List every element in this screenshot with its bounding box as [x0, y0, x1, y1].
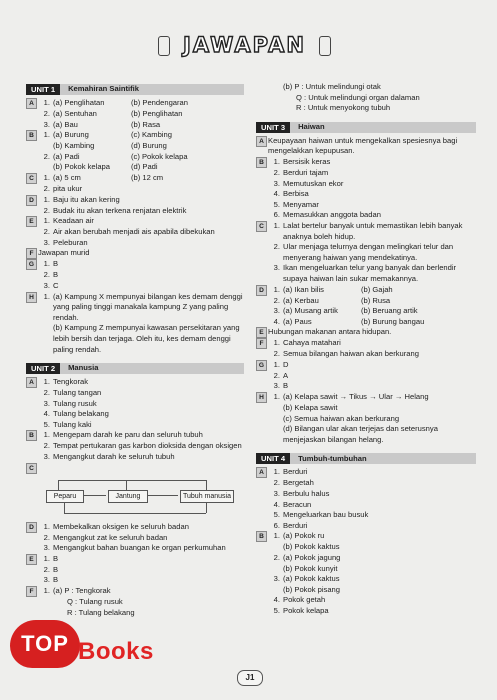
answer-row: C 1. Lalat bertelur banyak untuk memastikan lebih banyak anaknya boleh hidup.: [256, 221, 476, 242]
answer-text: Jawapan murid: [38, 248, 90, 258]
answer-text: (c) Pokok kelapa: [131, 151, 188, 161]
answer-text: (b) Pendengaran: [131, 98, 188, 107]
answer-text: Tulang kaki: [53, 419, 92, 429]
answer-row: 5. Mengeluarkan bau busuk: [256, 510, 476, 521]
section-label-c: C: [256, 221, 267, 232]
answer-text: (b) Beruang artik: [361, 306, 418, 316]
answer-row: [256, 564, 476, 575]
answer-text: B: [53, 259, 59, 269]
answer-row: H 1. (a) Kampung X mempunyai bilangan kes demam denggi yang paling tinggi manakala kampung Z yang paling rendah.: [26, 292, 244, 324]
answer-text: C: [53, 280, 59, 290]
answer-row: 2. Ular menjaga telurnya dengan melingkari telur dan menyerang haiwan yang mendekatinya.: [256, 242, 476, 263]
answer-row: 2. (a) Pokok jagung: [256, 553, 476, 564]
answer-text: Membekalkan oksigen ke seluruh badan: [53, 521, 189, 531]
answer-row: A 1. (a) Penglihatan (b) Pendengaran: [26, 98, 244, 109]
answer-row: [26, 248, 244, 259]
diagram-connector: [206, 503, 207, 513]
answer-text: (a) Penglihatan: [53, 98, 105, 107]
answer-row: 4. Tulang belakang: [26, 409, 244, 420]
food-chain-text: (a) Kelapa sawit → Tikus → Ular → Helang: [283, 392, 429, 402]
answer-text: (b) Pokok kunyit: [283, 563, 338, 573]
diagram-connector: [206, 480, 207, 490]
answer-text: Air akan berubah menjadi ais apabila dibekukan: [53, 227, 215, 237]
section-label-a: A: [256, 467, 267, 478]
topbooks-logo: [2, 612, 192, 682]
section-label-a: A: [26, 98, 37, 109]
answer-text: Budak itu akan terkena renjatan elektrik: [53, 205, 187, 215]
arrow-icon: [84, 495, 106, 496]
logo-top-badge: TOP: [10, 620, 80, 668]
answer-text: Keupayaan haiwan untuk mengekalkan spesiesnya bagi mengelakkan kepupusan.: [268, 135, 458, 156]
answer-text: (b) Pokok kelapa: [53, 162, 110, 172]
answer-row: 2. Tempat pertukaran gas karbon dioksida dengan oksigen: [26, 441, 244, 452]
answer-row: 2. Air akan berubah menjadi ais apabila dibekukan: [26, 227, 244, 238]
section-label-e: E: [26, 554, 37, 565]
answer-text: Memutuskan ekor: [283, 178, 344, 188]
answer-text: Keadaan air: [53, 216, 94, 226]
section-label-e: E: [256, 327, 267, 338]
answer-text: Baju itu akan kering: [53, 194, 120, 204]
answer-row: [256, 82, 476, 93]
unit-2-header: [26, 363, 244, 374]
answer-text: (a) Paus: [283, 316, 312, 326]
answer-text: Mengangkut darah ke seluruh tubuh: [53, 452, 175, 462]
section-label-b: B: [26, 130, 37, 141]
answer-row: 3. Tulang rusuk: [26, 399, 244, 410]
answer-text: D: [283, 359, 289, 369]
answer-text: (b) Kelapa sawit: [283, 403, 338, 413]
diagram-connector: [64, 503, 65, 513]
answer-text: B: [53, 270, 59, 280]
answer-row: [26, 463, 244, 474]
answer-text: Semua bilangan haiwan akan berkurang: [283, 349, 419, 359]
title-ornament-left-icon: [158, 36, 170, 56]
answer-text: Tengkorak: [53, 377, 89, 387]
answer-text: (b) Kampung Z mempunyai kawasan persekitaran yang lebih bersih dan terjaga. Oleh itu, kes demam denggi paling rendah.: [53, 323, 240, 354]
section-label-a: A: [256, 136, 267, 147]
answer-row: [26, 323, 244, 355]
answer-row: 2. Tulang tangan: [26, 388, 244, 399]
diagram-box-peparu: Peparu: [46, 490, 84, 503]
section-label-b: B: [26, 430, 37, 441]
unit-number: UNIT 1: [26, 84, 60, 95]
answer-row: [256, 93, 476, 104]
section-label-b: B: [256, 157, 267, 168]
answer-text: Mengangkut bahan buangan ke organ perkumuhan: [53, 543, 226, 553]
page-number: J1: [237, 670, 263, 686]
answer-text: Tulang tangan: [53, 388, 102, 398]
answer-row: 2. Semua bilangan haiwan akan berkurang: [256, 349, 476, 360]
answer-row: 2. (a) Padi (c) Pokok kelapa: [43, 151, 188, 161]
answer-row: E 1. Keadaan air: [26, 216, 244, 227]
answer-row: 5. Pokok kelapa: [256, 606, 476, 617]
answer-text: (a) Padi: [53, 151, 80, 161]
answer-text: Menyamar: [283, 199, 319, 209]
unit-3-header: [256, 122, 476, 133]
answer-text: (a) Bau: [53, 119, 78, 129]
answer-row: 4. Pokok getah: [256, 595, 476, 606]
unit-name: Haiwan: [298, 121, 325, 131]
answer-row: 3. Mengangkut darah ke seluruh tubuh: [26, 452, 244, 463]
answer-text: B: [283, 381, 289, 391]
answer-row: 3. C: [26, 281, 244, 292]
answer-text: (b) Penglihatan: [131, 109, 183, 118]
answer-text: (a) Ikan bilis: [283, 284, 324, 294]
answer-row: B 1. (a) Pokok ru: [256, 531, 476, 542]
answer-row: [256, 403, 476, 414]
answer-text: (b) Burung bangau: [361, 316, 425, 326]
answer-text: (a) P : Tengkorak: [53, 586, 111, 596]
answer-text: Tulang belakang: [53, 409, 109, 419]
answer-text: (c) Semua haiwan akan berkurang: [283, 413, 400, 423]
answer-text: (d) Padi: [131, 162, 158, 172]
answer-row: G 1. B: [26, 259, 244, 270]
unit-name: Tumbuh-tumbuhan: [298, 453, 367, 463]
title-ornament-right-icon: [319, 36, 331, 56]
answer-row: 6. Memasukkan anggota badan: [256, 210, 476, 221]
diagram-box-tubuh: Tubuh manusia: [180, 490, 234, 503]
answer-row: D 1. Baju itu akan kering: [26, 195, 244, 206]
answer-text: B: [53, 564, 59, 574]
answer-row: 2. (a) Sentuhan (b) Penglihatan: [43, 109, 183, 118]
section-label-g: G: [26, 259, 37, 270]
answer-row: 3. (a) Bau (b) Rasa: [43, 119, 161, 129]
answer-text: (a) 5 cm: [53, 172, 81, 182]
section-label-c: C: [26, 463, 37, 474]
page-title: [172, 30, 317, 60]
answer-text: (d) Burung: [131, 141, 167, 151]
answer-text: pita ukur: [53, 183, 83, 193]
answer-row: [26, 597, 244, 608]
answer-row: 2. Bergetah: [256, 478, 476, 489]
answer-row: 3. B: [256, 381, 476, 392]
logo-books-text: Books: [78, 638, 154, 665]
answer-row: [256, 542, 476, 553]
unit-number: UNIT 4: [256, 453, 290, 464]
diagram-connector: [126, 480, 127, 490]
answer-row: [26, 162, 244, 173]
answer-text: (b) 12 cm: [131, 172, 164, 182]
section-label-h: H: [256, 392, 267, 403]
circulation-diagram: [38, 476, 244, 520]
answer-text: Mengepam darah ke paru dan seluruh tubuh: [53, 430, 203, 440]
answer-text: (b) Pokok pisang: [283, 584, 340, 594]
answer-text: (a) Pokok jagung: [283, 553, 341, 562]
answer-text: (a) Pokok kaktus: [283, 574, 340, 584]
answer-text: Peleburan: [53, 237, 88, 247]
answer-text: Q : Untuk melindungi organ dalaman: [296, 92, 420, 102]
answer-text: (b) Kambing: [53, 141, 95, 151]
answer-text: (d) Bilangan ular akan terjejas dan seterusnya menjejaskan bilangan helang.: [283, 424, 438, 444]
answer-row: 6. Berduri: [256, 521, 476, 532]
answer-row: D 1. Membekalkan oksigen ke seluruh badan: [26, 522, 244, 533]
answer-row: [256, 103, 476, 114]
answer-text: Beracun: [283, 499, 312, 509]
diagram-bottom-line: [64, 513, 206, 514]
answer-text: R : Untuk menyokong tubuh: [296, 103, 391, 113]
section-label-d: D: [256, 285, 267, 296]
unit-name: Kemahiran Saintifik: [68, 84, 139, 94]
answer-text: Berbisa: [283, 189, 309, 199]
answer-text: Pokok kelapa: [283, 605, 329, 615]
answer-text: Ular menjaga telurnya dengan melingkari telur dan menyerang haiwan yang mendekatinya.: [283, 242, 454, 262]
answer-text: (a) Kerbau: [283, 295, 319, 305]
answer-row: 4. (a) Paus (b) Burung bangau: [273, 316, 425, 326]
diagram-top-line: [58, 480, 206, 481]
answer-text: Pokok getah: [283, 595, 326, 605]
answer-row: 4. Beracun: [256, 500, 476, 511]
answer-text: (a) Musang artik: [283, 306, 338, 316]
answer-row: 3. Memutuskan ekor: [256, 179, 476, 190]
answer-row: 4. Berbisa: [256, 189, 476, 200]
answer-text: Mengangkut zat ke seluruh badan: [53, 532, 168, 542]
answer-text: Tempat pertukaran gas karbon dioksida dengan oksigen: [53, 441, 242, 451]
answer-text: Berduri tajam: [283, 167, 329, 177]
answer-text: Bersisik keras: [283, 156, 331, 166]
answer-row: 3. Peleburan: [26, 238, 244, 249]
answer-text: Q : Tulang rusuk: [67, 597, 123, 607]
answer-row: 5. Tulang kaki: [26, 420, 244, 431]
answer-row: 2. Budak itu akan terkena renjatan elektrik: [26, 206, 244, 217]
section-label-d: D: [26, 522, 37, 533]
section-label-f: F: [26, 586, 37, 597]
unit-4-header: [256, 453, 476, 464]
answer-row: E 1. B: [26, 554, 244, 565]
answer-text: Tulang rusuk: [53, 398, 97, 408]
answer-text: Berbulu halus: [283, 489, 330, 499]
answer-text: Mengeluarkan bau busuk: [283, 510, 369, 520]
answer-text: (b) Rasa: [131, 119, 161, 129]
diagram-connector: [58, 480, 59, 490]
answer-text: B: [53, 553, 59, 563]
answer-row: 2. Mengangkut zat ke seluruh badan: [26, 533, 244, 544]
answer-row: B 1. Bersisik keras: [256, 157, 476, 168]
page-title-text: JAWAPAN: [183, 33, 306, 57]
answer-row: 2. B: [26, 270, 244, 281]
answer-row: F 1. (a) P : Tengkorak: [26, 586, 244, 597]
answer-row: [256, 327, 476, 338]
answer-text: B: [53, 575, 59, 585]
answer-text: (b) Rusa: [361, 295, 391, 305]
answer-text: A: [283, 370, 289, 380]
section-label-d: D: [26, 195, 37, 206]
section-label-b: B: [256, 531, 267, 542]
right-column: [256, 82, 476, 617]
section-label-e: E: [26, 216, 37, 227]
section-label-f: F: [256, 338, 267, 349]
section-label-a: A: [26, 377, 37, 388]
answer-row: A 1. Tengkorak: [26, 377, 244, 388]
answer-row: C 1. (a) 5 cm (b) 12 cm: [26, 173, 244, 184]
answer-text: Memasukkan anggota badan: [283, 210, 381, 220]
section-label-g: G: [256, 360, 267, 371]
answer-row: 2. Berduri tajam: [256, 168, 476, 179]
answer-row: D 1. (a) Ikan bilis (b) Gajah: [256, 285, 476, 296]
answer-text: Berduri: [283, 520, 308, 530]
answer-text: Cahaya matahari: [283, 338, 341, 348]
answer-text: Berduri: [283, 467, 308, 477]
answer-row: 3. Mengangkut bahan buangan ke organ perkumuhan: [26, 543, 244, 554]
answer-text: Bergetah: [283, 478, 314, 488]
unit-1-header: [26, 84, 244, 95]
answer-text: Hubungan makanan antara hidupan.: [268, 327, 392, 337]
answer-text: (a) Pokok ru: [283, 531, 325, 541]
answer-row: B 1. (a) Burung (c) Kambing: [26, 130, 244, 141]
answer-row: 3. (a) Pokok kaktus: [256, 574, 476, 585]
answer-text: (b) Gajah: [361, 284, 393, 294]
left-column: [26, 84, 244, 618]
arrow-icon: [148, 495, 178, 496]
answer-row: H 1. (a) Kelapa sawit → Tikus → Ular → Helang: [256, 392, 476, 403]
answer-row: F 1. Cahaya matahari: [256, 338, 476, 349]
answer-row: A 1. Berduri: [256, 467, 476, 478]
answer-row: B 1. Mengepam darah ke paru dan seluruh tubuh: [26, 430, 244, 441]
answer-text: (b) Pokok kaktus: [283, 542, 340, 552]
answer-text: (b) P : Untuk melindungi otak: [283, 82, 381, 91]
answer-text: Ikan mengeluarkan telur yang banyak dan berlendir supaya haiwan lain sukar memakannya.: [283, 263, 457, 283]
answer-row: 3. (a) Musang artik (b) Beruang artik: [273, 306, 418, 316]
unit-number: UNIT 3: [256, 122, 290, 133]
section-label-f: F: [26, 248, 37, 259]
answer-row: [256, 136, 476, 157]
answer-text: Lalat bertelur banyak untuk memastikan lebih banyak anaknya boleh hidup.: [283, 220, 463, 241]
answer-row: 2. pita ukur: [26, 184, 244, 195]
answer-text: (a) Kampung X mempunyai bilangan kes demam denggi yang paling tinggi manakala kampung Z yang paling rendah.: [53, 291, 243, 322]
answer-row: 3. Ikan mengeluarkan telur yang banyak dan berlendir supaya haiwan lain sukar memakannya.: [256, 263, 476, 284]
answer-row: 3. Berbulu halus: [256, 489, 476, 500]
answer-row: 2. B: [26, 565, 244, 576]
answer-row: [256, 585, 476, 596]
answer-text: R : Tulang belakang: [67, 607, 135, 617]
answer-row: [26, 141, 244, 152]
answer-row: 2. A: [256, 371, 476, 382]
answer-row: [256, 424, 476, 445]
answer-text: (a) Sentuhan: [53, 109, 97, 118]
answer-row: G 1. D: [256, 360, 476, 371]
answer-row: [256, 414, 476, 425]
answer-row: 3. B: [26, 575, 244, 586]
answer-text: (c) Kambing: [131, 130, 172, 140]
answer-text: (a) Burung: [53, 130, 89, 140]
answer-row: 5. Menyamar: [256, 200, 476, 211]
answer-row: 2. (a) Kerbau (b) Rusa: [273, 295, 391, 305]
unit-name: Manusia: [68, 363, 99, 373]
unit-number: UNIT 2: [26, 363, 60, 374]
diagram-box-jantung: Jantung: [108, 490, 148, 503]
section-label-c: C: [26, 173, 37, 184]
section-label-h: H: [26, 292, 37, 303]
